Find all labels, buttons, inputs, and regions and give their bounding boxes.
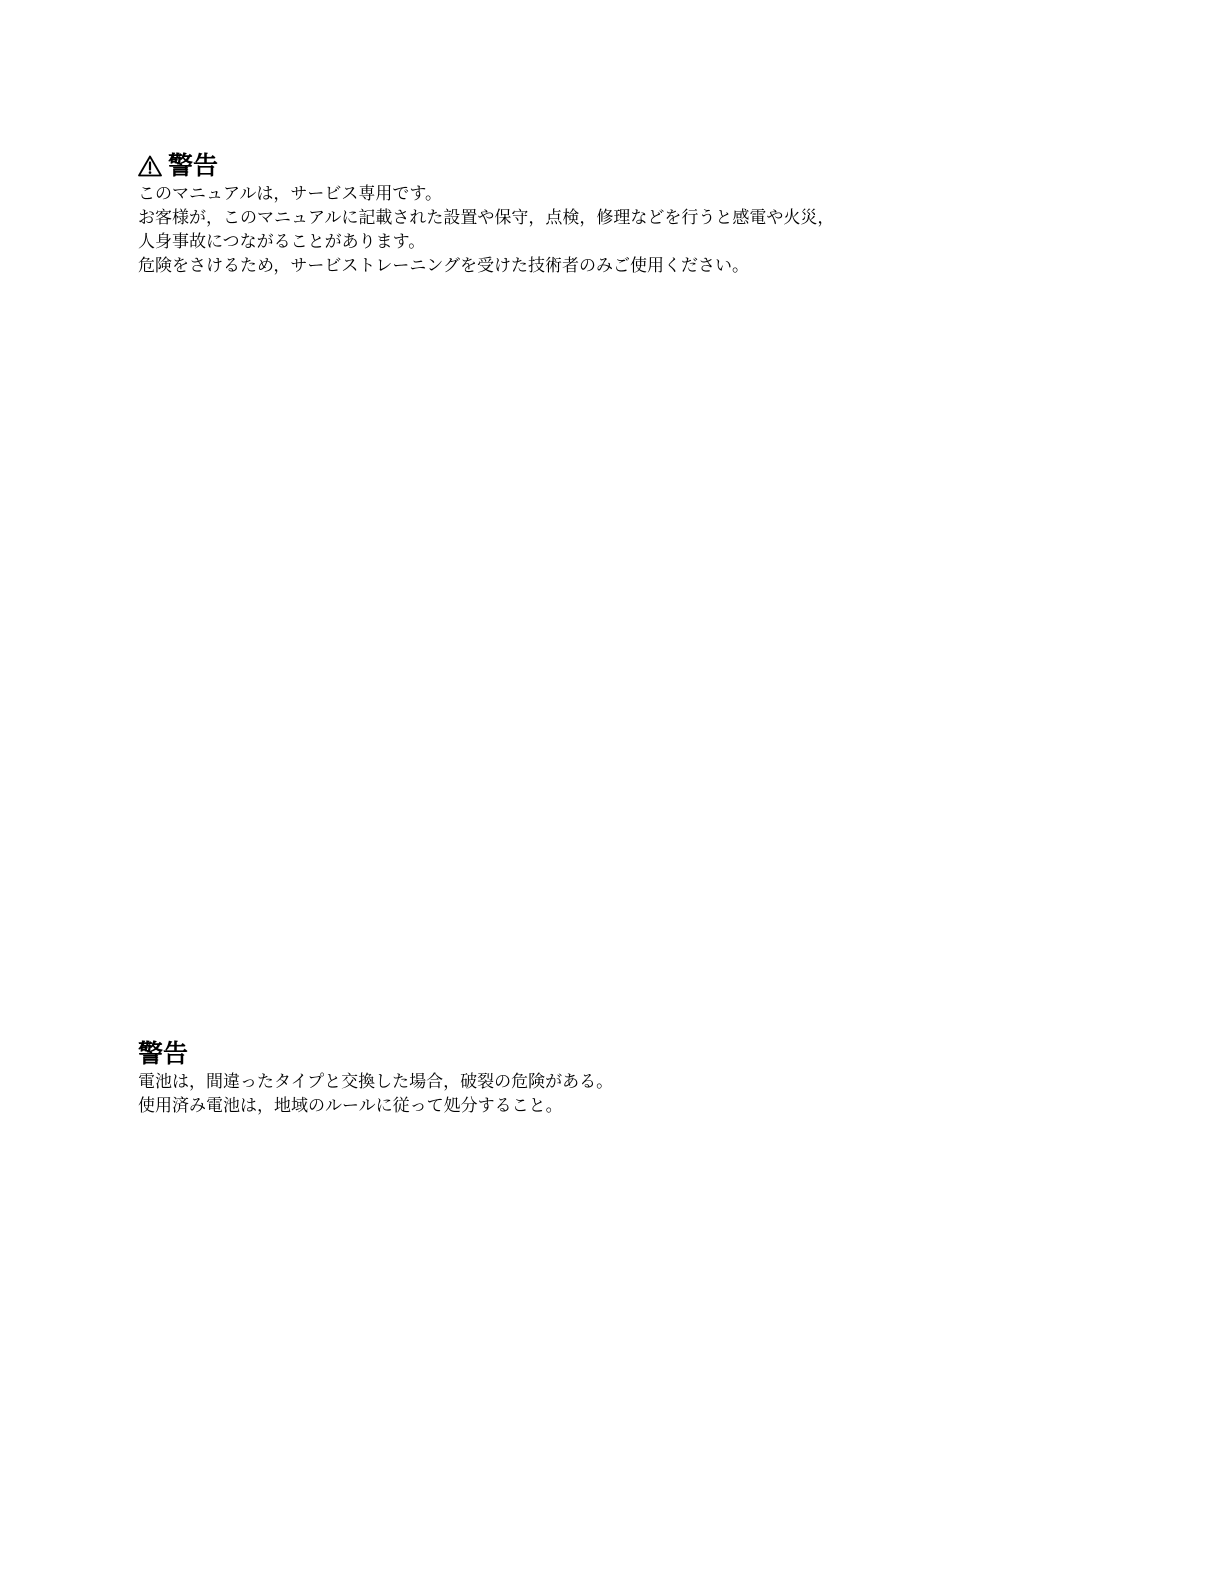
service-warning-heading bbox=[138, 150, 1138, 182]
battery-warning-title: 警告 bbox=[138, 1039, 189, 1068]
service-warning-line: 人身事故につながることがあります。 bbox=[138, 232, 426, 252]
battery-warning-line: 電池は，間違ったタイプと交換した場合，破裂の危険がある。 bbox=[138, 1072, 614, 1092]
service-warning-line: このマニュアルは，サービス専用です。 bbox=[138, 184, 442, 204]
service-warning-title: 警告 bbox=[168, 151, 219, 180]
service-warning-line: 危険をさけるため，サービストレーニングを受けた技術者のみご使用ください。 bbox=[138, 256, 749, 276]
service-warning-section bbox=[138, 150, 1138, 278]
battery-warning-section bbox=[138, 1038, 1138, 1118]
service-warning-line: お客様が，このマニュアルに記載された設置や保守，点検，修理などを行うと感電や火災， bbox=[138, 208, 835, 228]
warning-triangle-icon bbox=[138, 155, 162, 177]
battery-warning-line: 使用済み電池は，地域のルールに従って処分すること。 bbox=[138, 1096, 563, 1116]
battery-warning-heading bbox=[138, 1038, 1138, 1070]
